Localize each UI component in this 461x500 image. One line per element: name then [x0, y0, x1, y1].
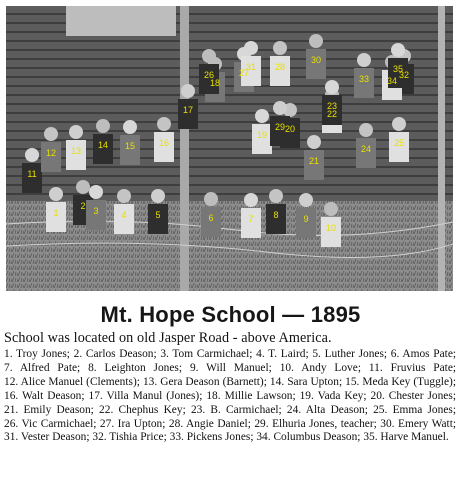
- list-separator: ;: [162, 417, 169, 430]
- student-entry: [371, 390, 453, 402]
- photo-number-label: 26: [203, 70, 215, 80]
- student-number: 5.: [312, 348, 325, 360]
- student-entry: [300, 390, 364, 402]
- photo-number-label: 3: [93, 206, 99, 216]
- student-name: Pickens Jones: [186, 431, 251, 444]
- student-number: 32.: [92, 431, 110, 444]
- student-name: Alice Manuel (Clements): [20, 375, 137, 388]
- list-separator: ;: [338, 375, 346, 388]
- student-entry: [169, 418, 248, 430]
- photo-number-label: 30: [310, 55, 322, 65]
- student-number: 2.: [73, 348, 86, 360]
- photo-number-label: 21: [308, 156, 320, 166]
- student-name: Vic Carmichael: [21, 417, 94, 430]
- photo-number-label: 5: [155, 210, 161, 220]
- list-separator: ;: [364, 403, 374, 416]
- list-separator: ;: [136, 375, 143, 388]
- student-name: Walt Deason: [22, 389, 82, 402]
- list-separator: ;: [247, 417, 255, 430]
- list-separator: ;: [77, 361, 89, 374]
- student-entry: [312, 348, 384, 360]
- student-entry: [191, 404, 279, 416]
- student-name: Chephus Key: [118, 403, 183, 416]
- photo-number-label: 16: [158, 138, 170, 148]
- list-separator: ;: [383, 348, 391, 360]
- photo-number-label: 19: [256, 130, 268, 140]
- student-name: Troy Jones: [16, 348, 67, 360]
- photo-number-label: 1: [53, 208, 59, 218]
- student-name: Andy Love: [301, 361, 358, 374]
- student-entry: [391, 348, 453, 360]
- list-separator: ;: [199, 389, 207, 402]
- photo-number-label: 20: [284, 124, 296, 134]
- student-number: 17.: [88, 389, 107, 402]
- student-number: 3.: [160, 348, 173, 360]
- student-name: Alta Deason: [305, 403, 365, 416]
- student-number: 20.: [370, 389, 389, 402]
- list-separator: ;: [292, 389, 300, 402]
- list-separator: ;: [263, 375, 270, 388]
- student-name: Alfred Pate: [19, 361, 78, 374]
- student-number: 11.: [368, 361, 391, 374]
- student-name: Meda Key (Tuggle): [362, 375, 453, 388]
- student-name-list: [4, 348, 456, 445]
- caption-subtitle: School was located on old Jasper Road - above America.: [4, 330, 332, 346]
- student-number: 23.: [190, 403, 211, 416]
- list-separator: ;: [452, 417, 457, 430]
- list-separator: ;: [452, 403, 456, 416]
- student-number: 34.: [256, 431, 274, 444]
- student-number: 22.: [99, 403, 119, 416]
- student-name: Emma Jones: [392, 403, 453, 416]
- student-name: Vester Deason: [20, 431, 87, 444]
- student-name: Emily Deason: [23, 403, 91, 416]
- student-number: 21.: [4, 403, 24, 416]
- list-separator: ;: [182, 403, 191, 416]
- list-separator: ;: [268, 361, 280, 374]
- student-number: 25.: [373, 403, 393, 416]
- student-entry: [4, 390, 81, 402]
- photo-number-label: 24: [360, 144, 372, 154]
- list-separator: ;: [357, 431, 364, 444]
- student-name: Will Manuel: [206, 361, 269, 374]
- student-number: 10.: [279, 361, 302, 374]
- student-name: Villa Manul (Jones): [106, 389, 200, 402]
- student-entry: [380, 418, 453, 430]
- list-separator: ;: [66, 348, 74, 360]
- photo-canvas: [6, 6, 453, 291]
- student-entry: [254, 418, 373, 430]
- student-entry: [256, 431, 357, 443]
- student-entry: [88, 362, 179, 374]
- list-separator: ;: [305, 348, 313, 360]
- student-name: Ira Upton: [117, 417, 163, 430]
- student-entry: [4, 348, 67, 360]
- student-entry: [373, 404, 453, 416]
- photo-number-label: 31: [245, 62, 257, 72]
- student-name: Millie Lawson: [224, 389, 293, 402]
- list-separator: ;: [363, 389, 371, 402]
- student-entry: [4, 362, 77, 374]
- student-entry: [99, 404, 183, 416]
- student-number: 35.: [363, 431, 381, 444]
- student-entry: [345, 376, 453, 388]
- photo-number-label: 18: [209, 78, 221, 88]
- student-number: 26.: [4, 417, 22, 430]
- photo-number-label: 14: [97, 140, 109, 150]
- list-separator: ;: [163, 431, 170, 444]
- student-entry: [92, 431, 163, 443]
- photo-number-label: 29: [274, 122, 286, 132]
- student-entry: [270, 376, 339, 388]
- photo-number-label: 23: [326, 101, 338, 111]
- student-name: Tishia Price: [109, 431, 164, 444]
- list-separator: ;: [81, 389, 89, 402]
- photo-number-label: 6: [208, 213, 214, 223]
- photo-number-label: 4: [121, 210, 127, 220]
- student-entry: [206, 390, 292, 402]
- student-name: Gera Deason (Barnett): [160, 375, 264, 388]
- photo-number-label: 2: [80, 201, 86, 211]
- student-number: 19.: [299, 389, 318, 402]
- student-entry: [4, 404, 91, 416]
- student-entry: [287, 404, 365, 416]
- student-number: 14.: [269, 375, 288, 388]
- student-number: 30.: [380, 417, 399, 430]
- photo-number-label: 25: [393, 138, 405, 148]
- student-entry: [4, 431, 86, 443]
- student-number: 6.: [390, 348, 403, 360]
- student-name: Emery Watt: [398, 417, 453, 430]
- student-name: Amos Pate: [402, 348, 453, 360]
- photo-number-label: 22: [326, 109, 338, 119]
- student-name: Harve Manuel.: [380, 431, 449, 444]
- list-separator: ;: [373, 417, 381, 430]
- photo-number-label: 13: [70, 146, 82, 156]
- student-number: 1.: [4, 348, 17, 360]
- student-name: Leighton Jones: [104, 361, 179, 374]
- student-name: Tom Carmichael: [172, 348, 250, 360]
- student-entry: [74, 348, 154, 360]
- photo-number-label: 7: [248, 214, 254, 224]
- fence-post: [180, 6, 189, 291]
- student-number: 13.: [142, 375, 161, 388]
- caption-title: Mt. Hope School — 1895: [100, 302, 361, 327]
- student-number: 33.: [169, 431, 187, 444]
- student-entry: [160, 348, 249, 360]
- student-name: Carlos Deason: [85, 348, 154, 360]
- list-separator: ;: [93, 417, 100, 430]
- photo-number-label: 17: [182, 105, 194, 115]
- student-number: 29.: [254, 417, 273, 430]
- photo-number-label: 33: [358, 74, 370, 84]
- photo-number-label: 11: [27, 169, 37, 179]
- list-separator: ;: [86, 431, 93, 444]
- student-number: 7.: [4, 361, 20, 374]
- list-separator: ;: [250, 431, 257, 444]
- student-number: 4.: [256, 348, 269, 360]
- window: [66, 6, 176, 36]
- student-name: Sara Upton: [287, 375, 339, 388]
- student-entry: [363, 431, 448, 443]
- list-separator: ;: [90, 403, 100, 416]
- student-number: 28.: [168, 417, 187, 430]
- student-number: 18.: [206, 389, 225, 402]
- student-name: Angie Daniel: [186, 417, 248, 430]
- student-number: 16.: [4, 389, 23, 402]
- student-number: 27.: [99, 417, 118, 430]
- student-name: B. Carmichael: [210, 403, 279, 416]
- student-entry: [4, 418, 93, 430]
- photo-number-label: 8: [273, 210, 279, 220]
- photo-number-label: 34: [386, 76, 398, 86]
- photo-number-label: 32: [398, 70, 410, 80]
- photo-number-label: 9: [303, 214, 309, 224]
- photo-number-label: 27: [238, 68, 250, 78]
- list-separator: ;: [452, 361, 457, 374]
- student-entry: [143, 376, 264, 388]
- student-name: Fruvius Pate: [390, 361, 453, 374]
- student-entry: [100, 418, 162, 430]
- photo-number-label: 15: [124, 141, 136, 151]
- list-separator: ;: [452, 348, 457, 360]
- student-number: 31.: [4, 431, 21, 444]
- student-name: Luther Jones: [324, 348, 384, 360]
- student-number: 12.: [4, 375, 21, 388]
- student-entry: [280, 362, 358, 374]
- student-name: T. Laird: [268, 348, 306, 360]
- photo-number-label: 28: [274, 62, 286, 72]
- student-name: Chester Jones: [388, 389, 453, 402]
- student-name: Elhuria Jones, teacher: [272, 417, 374, 430]
- student-number: 9.: [189, 361, 207, 374]
- list-separator: ;: [153, 348, 161, 360]
- list-separator: ;: [452, 389, 456, 402]
- list-separator: ;: [452, 375, 456, 388]
- school-photograph: [6, 6, 453, 291]
- list-separator: ;: [249, 348, 257, 360]
- student-entry: [369, 362, 453, 374]
- list-separator: ;: [357, 361, 369, 374]
- student-entry: [256, 348, 305, 360]
- student-number: 24.: [286, 403, 306, 416]
- list-separator: ;: [278, 403, 287, 416]
- student-entry: [190, 362, 269, 374]
- student-name: Vada Key: [317, 389, 364, 402]
- photo-number-label: 12: [45, 148, 57, 158]
- student-entry: [170, 431, 251, 443]
- list-separator: ;: [178, 361, 190, 374]
- student-number: 8.: [88, 361, 105, 374]
- student-entry: [89, 390, 200, 402]
- student-entry: [4, 376, 137, 388]
- student-number: 15.: [345, 375, 363, 388]
- photo-number-label: 10: [325, 223, 337, 233]
- photo-number-label: 35: [392, 64, 404, 74]
- student-name: Columbus Deason: [273, 431, 358, 444]
